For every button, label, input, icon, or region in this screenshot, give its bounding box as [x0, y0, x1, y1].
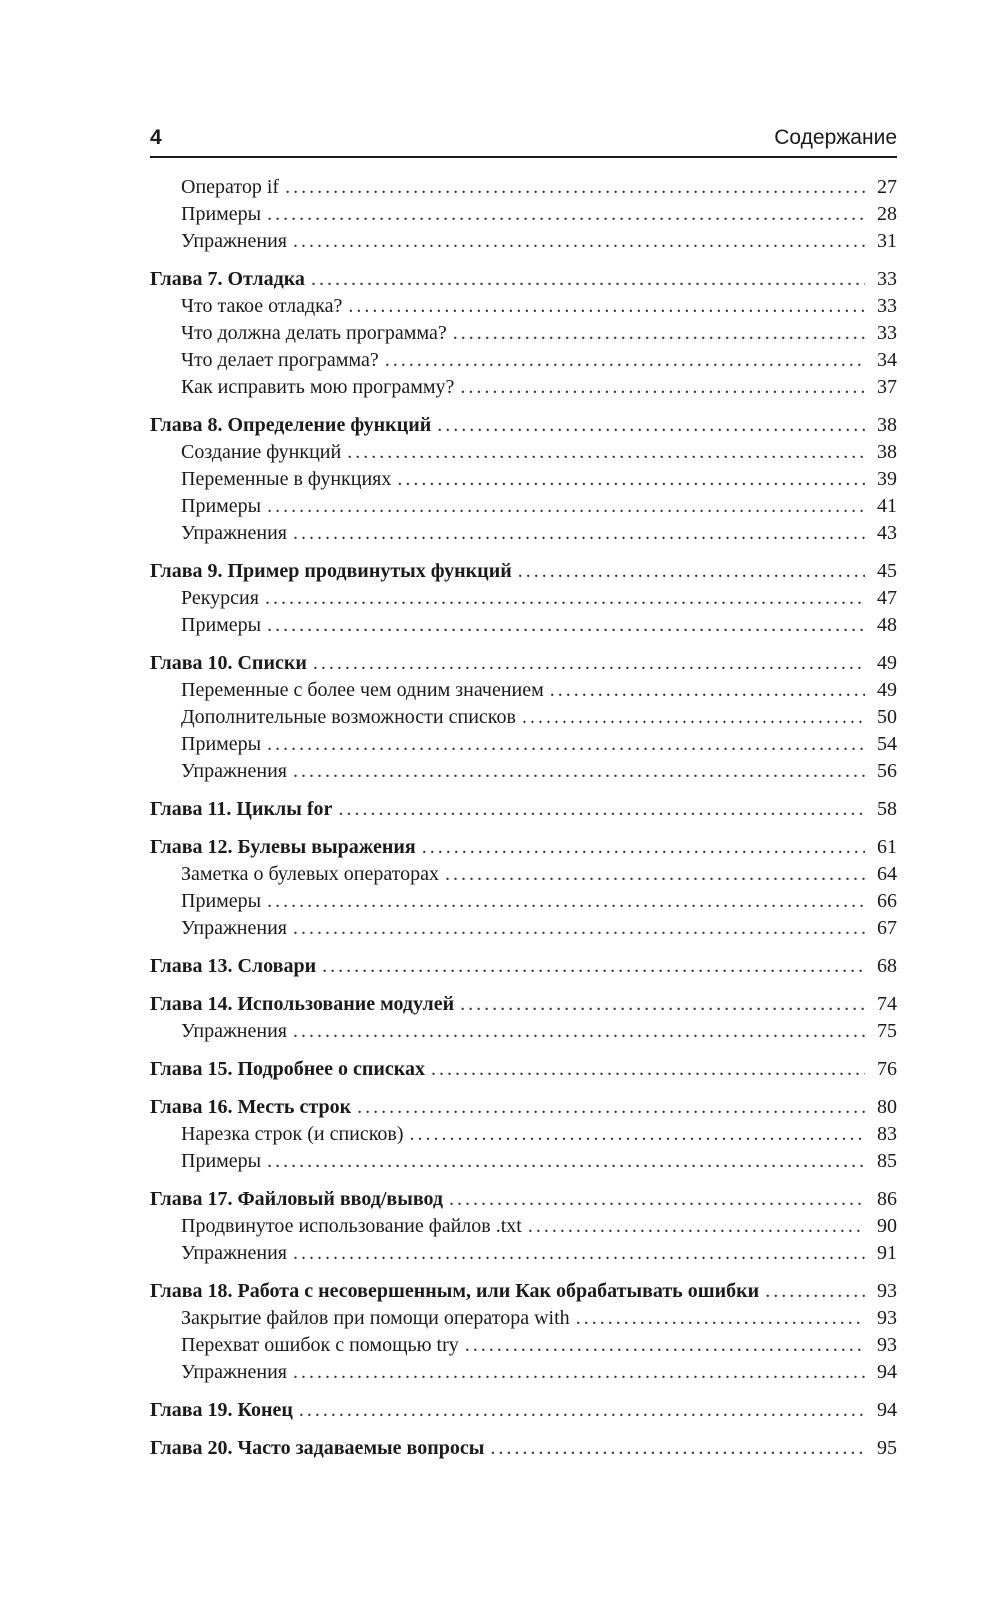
toc-chapter: [150, 953, 897, 980]
dot-leader: [385, 347, 865, 374]
section-title: Создание функций: [181, 441, 342, 463]
toc-section-entry: [150, 1332, 897, 1359]
page-ref: 50: [877, 706, 897, 728]
section-title: Упражнения: [181, 1242, 287, 1264]
running-title: Содержание: [774, 126, 897, 149]
toc-chapter: [150, 1278, 897, 1386]
toc-chapter-entry: [150, 1397, 897, 1424]
chapter-title: Глава 9. Пример продвинутых функций: [150, 560, 512, 582]
toc-chapter: [150, 412, 897, 547]
chapter-title: Глава 14. Использование модулей: [150, 993, 455, 1015]
section-title: Упражнения: [181, 1361, 287, 1383]
toc-section-entry: [150, 585, 897, 612]
toc-section-entry: [150, 466, 897, 493]
section-title: Упражнения: [181, 917, 287, 939]
toc-section-entry: [150, 293, 897, 320]
dot-leader: [313, 650, 865, 677]
toc-chapter-entry: [150, 412, 897, 439]
toc-section-entry: [150, 758, 897, 785]
toc-section-entry: [150, 861, 897, 888]
toc-section-entry: [150, 888, 897, 915]
section-title: Закрытие файлов при помощи оператора with: [181, 1307, 570, 1329]
section-title: Продвинутое использование файлов .txt: [181, 1215, 522, 1237]
toc-chapter: [150, 1435, 897, 1462]
toc-chapter-entry: [150, 1278, 897, 1305]
toc-section-entry: [150, 174, 897, 201]
chapter-title: Глава 20. Часто задаваемые вопросы: [150, 1437, 485, 1459]
dot-leader: [293, 1359, 865, 1386]
toc-chapter: [150, 558, 897, 639]
page-ref: 33: [877, 322, 897, 344]
toc-chapter-entry: [150, 1435, 897, 1462]
dot-leader: [293, 228, 865, 255]
page-ref: 94: [877, 1399, 897, 1421]
dot-leader: [293, 1240, 865, 1267]
toc-section-entry: [150, 228, 897, 255]
section-title: Нарезка строк (и списков): [181, 1123, 404, 1145]
dot-leader: [357, 1094, 865, 1121]
toc-section-entry: [150, 1018, 897, 1045]
chapter-title: Глава 18. Работа с несовершенным, или Как обрабатывать ошибки: [150, 1280, 760, 1302]
page-ref: 56: [877, 760, 897, 782]
dot-leader: [437, 412, 865, 439]
page-ref: 49: [877, 679, 897, 701]
dot-leader: [265, 585, 865, 612]
dot-leader: [518, 558, 865, 585]
dot-leader: [348, 293, 865, 320]
page-ref: 54: [877, 733, 897, 755]
toc-chapter: [150, 1186, 897, 1267]
page-ref: 28: [877, 203, 897, 225]
dot-leader: [293, 758, 865, 785]
section-title: Что делает программа?: [181, 349, 379, 371]
page-ref: 94: [877, 1361, 897, 1383]
toc-section-entry: [150, 374, 897, 401]
toc-chapter-entry: [150, 953, 897, 980]
toc-chapter: [150, 1056, 897, 1083]
page-ref: 66: [877, 890, 897, 912]
chapter-title: Глава 15. Подробнее о списках: [150, 1058, 426, 1080]
toc-section-entry: [150, 320, 897, 347]
page-ref: 95: [877, 1437, 897, 1459]
page-ref: 64: [877, 863, 897, 885]
chapter-title: Глава 17. Файловый ввод/вывод: [150, 1188, 444, 1210]
section-title: Перехват ошибок с помощью try: [181, 1334, 459, 1356]
toc-chapter: [150, 650, 897, 785]
toc-section-entry: [150, 1213, 897, 1240]
dot-leader: [422, 834, 865, 861]
dot-leader: [267, 493, 865, 520]
page-ref: 47: [877, 587, 897, 609]
page-number: 4: [150, 126, 162, 149]
page-ref: 75: [877, 1020, 897, 1042]
section-title: Заметка о булевых операторах: [181, 863, 440, 885]
toc-section-entry: [150, 677, 897, 704]
page-ref: 91: [877, 1242, 897, 1264]
page-ref: 37: [877, 376, 897, 398]
chapter-title: Глава 19. Конец: [150, 1399, 293, 1421]
dot-leader: [267, 731, 865, 758]
page-ref: 68: [877, 955, 897, 977]
page-ref: 83: [877, 1123, 897, 1145]
section-title: Упражнения: [181, 760, 287, 782]
page-ref: 86: [877, 1188, 897, 1210]
page-ref: 90: [877, 1215, 897, 1237]
toc-section-entry: [150, 1240, 897, 1267]
dot-leader: [267, 1148, 865, 1175]
toc-section-entry: [150, 731, 897, 758]
dot-leader: [410, 1121, 865, 1148]
toc-chapter: [150, 834, 897, 942]
toc-chapter: [150, 796, 897, 823]
page-ref: 67: [877, 917, 897, 939]
toc-chapter-entry: [150, 834, 897, 861]
dot-leader: [460, 991, 865, 1018]
dot-leader: [311, 266, 865, 293]
dot-leader: [293, 1018, 865, 1045]
toc-chapter-entry: [150, 1186, 897, 1213]
toc-section-entry: [150, 704, 897, 731]
section-title: Примеры: [181, 1150, 262, 1172]
toc-section-entry: [150, 915, 897, 942]
page-ref: 31: [877, 230, 897, 252]
dot-leader: [285, 174, 865, 201]
page-ref: 39: [877, 468, 897, 490]
toc-section-entry: [150, 493, 897, 520]
chapter-title: Глава 13. Словари: [150, 955, 317, 977]
dot-leader: [347, 439, 865, 466]
section-title: Примеры: [181, 890, 262, 912]
toc-section-entry: [150, 347, 897, 374]
toc-chapter-entry: [150, 558, 897, 585]
section-title: Примеры: [181, 203, 262, 225]
dot-leader: [293, 520, 865, 547]
page-ref: 93: [877, 1280, 897, 1302]
dot-leader: [322, 953, 865, 980]
dot-leader: [765, 1278, 865, 1305]
page-ref: 38: [877, 441, 897, 463]
dot-leader: [576, 1305, 865, 1332]
toc-chapter: [150, 1094, 897, 1175]
page-ref: 93: [877, 1307, 897, 1329]
dot-leader: [490, 1435, 865, 1462]
page-ref: 74: [877, 993, 897, 1015]
page-ref: 33: [877, 268, 897, 290]
dot-leader: [397, 466, 865, 493]
page-ref: 41: [877, 495, 897, 517]
dot-leader: [267, 201, 865, 228]
page-ref: 93: [877, 1334, 897, 1356]
toc-section-entry: [150, 201, 897, 228]
page-ref: 80: [877, 1096, 897, 1118]
chapter-title: Глава 10. Списки: [150, 652, 307, 674]
running-header: [150, 122, 897, 158]
page-ref: 38: [877, 414, 897, 436]
page-ref: 76: [877, 1058, 897, 1080]
section-title: Примеры: [181, 614, 262, 636]
section-title: Примеры: [181, 495, 262, 517]
chapter-title: Глава 12. Булевы выражения: [150, 836, 416, 858]
section-title: Дополнительные возможности списков: [181, 706, 516, 728]
chapter-title: Глава 16. Месть строк: [150, 1096, 352, 1118]
toc-section-entry: [150, 439, 897, 466]
toc-chapter: [150, 1397, 897, 1424]
dot-leader: [460, 374, 865, 401]
dot-leader: [449, 1186, 865, 1213]
dot-leader: [465, 1332, 865, 1359]
dot-leader: [267, 888, 865, 915]
dot-leader: [550, 677, 865, 704]
dot-leader: [453, 320, 865, 347]
page-ref: 48: [877, 614, 897, 636]
page-ref: 61: [877, 836, 897, 858]
dot-leader: [528, 1213, 865, 1240]
toc-section-entry: [150, 1148, 897, 1175]
toc-chapter-entry: [150, 650, 897, 677]
toc-chapter: [150, 266, 897, 401]
section-title: Что такое отладка?: [181, 295, 343, 317]
toc-chapter: [150, 174, 897, 255]
page-ref: 58: [877, 798, 897, 820]
toc-chapter-entry: [150, 1094, 897, 1121]
toc-section-entry: [150, 1359, 897, 1386]
section-title: Примеры: [181, 733, 262, 755]
page-ref: 45: [877, 560, 897, 582]
toc-chapter-entry: [150, 991, 897, 1018]
section-title: Переменные в функциях: [181, 468, 392, 490]
dot-leader: [338, 796, 865, 823]
dot-leader: [267, 612, 865, 639]
chapter-title: Глава 7. Отладка: [150, 268, 305, 290]
section-title: Рекурсия: [181, 587, 259, 609]
toc-section-entry: [150, 1121, 897, 1148]
chapter-title: Глава 11. Циклы for: [150, 798, 333, 820]
toc-chapter: [150, 991, 897, 1045]
dot-leader: [293, 915, 865, 942]
section-title: Упражнения: [181, 522, 287, 544]
section-title: Оператор if: [181, 176, 280, 198]
section-title: Что должна делать программа?: [181, 322, 447, 344]
section-title: Переменные с более чем одним значением: [181, 679, 544, 701]
section-title: Как исправить мою программу?: [181, 376, 455, 398]
toc-chapter-entry: [150, 266, 897, 293]
dot-leader: [431, 1056, 865, 1083]
toc-section-entry: [150, 1305, 897, 1332]
toc-section-entry: [150, 612, 897, 639]
dot-leader: [445, 861, 865, 888]
table-of-contents: [150, 174, 897, 1473]
page-ref: 27: [877, 176, 897, 198]
page-ref: 85: [877, 1150, 897, 1172]
page-ref: 34: [877, 349, 897, 371]
toc-section-entry: [150, 520, 897, 547]
chapter-title: Глава 8. Определение функций: [150, 414, 432, 436]
page-ref: 43: [877, 522, 897, 544]
section-title: Упражнения: [181, 230, 287, 252]
toc-chapter-entry: [150, 1056, 897, 1083]
dot-leader: [299, 1397, 865, 1424]
page-ref: 33: [877, 295, 897, 317]
dot-leader: [522, 704, 865, 731]
page-ref: 49: [877, 652, 897, 674]
section-title: Упражнения: [181, 1020, 287, 1042]
toc-chapter-entry: [150, 796, 897, 823]
